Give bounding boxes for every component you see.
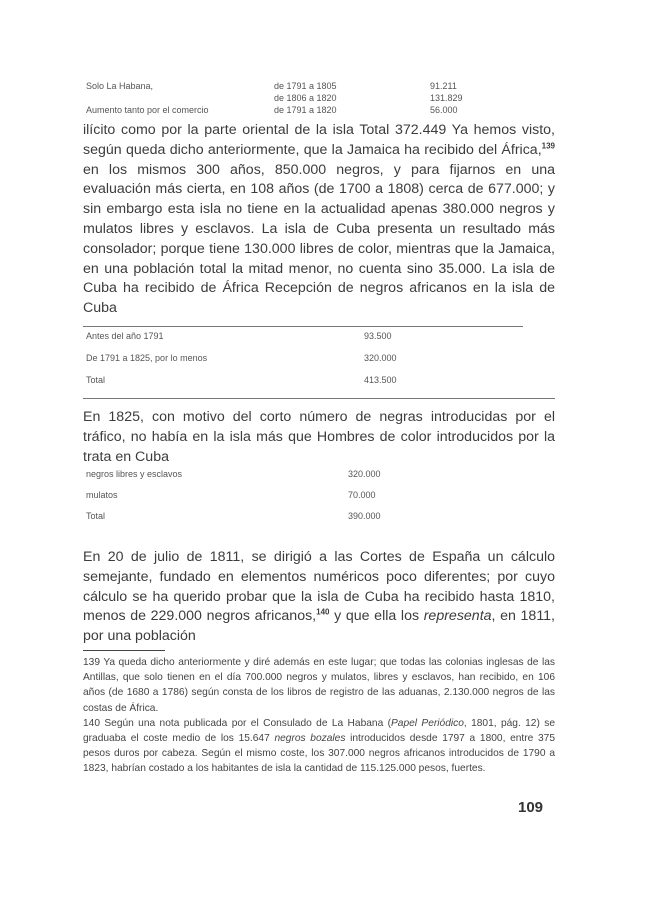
footnote-139: 139 Ya queda dicho anteriormente y diré además en este lugar; que todas las colonias inglesas de las Antillas, que solo tienen en el día 700.000 negros y mulatos, libres y esclavos, han recibido, en 106 años (de 1680 a 1786) según consta de los libros de registro de las aduanas, 2.130.000 negros de las costas de África. [83,657,555,714]
people-of-color-table [86,470,516,533]
table-row [86,376,516,398]
emphasis-text: Papel Periódico [391,717,464,729]
emphasis-text: representa [423,608,492,625]
table-top-rule [83,326,523,327]
footnote-text: 140 Según una nota publicada por el Consulado de La Habana ( [83,717,391,729]
cuba-reception-table [86,332,516,398]
row-value: 70.000 [348,490,376,500]
table-bottom-rule [83,398,555,399]
row-value: 93.500 [364,331,392,341]
paragraph-text: En 1825, con motivo del corto número de negras introducidas por el tráfico, no había en la isla más que Hombres de color introducidos por la trata en Cuba [83,409,555,465]
footnote-ref-140[interactable]: 140 [316,607,330,617]
paragraph-text: ilícito como por la parte oriental de la isla Total 372.449 Ya hemos visto, según queda dicho anteriormente, que la Jamaica ha recibido del África, [83,122,555,158]
row-label: De 1791 a 1825, por lo menos [86,353,208,363]
footnote-ref-139[interactable]: 139 [541,141,555,151]
row-value: 413.500 [364,375,397,385]
row-value: 320.000 [364,353,397,363]
havana-import-table [86,82,486,118]
paragraph-text: y que ella los [329,608,424,625]
table-row [86,354,516,376]
row-label: Antes del año 1791 [86,331,164,341]
row-label: Total [86,375,106,385]
paragraph-text: en los mismos 300 años, 850.000 negros, y para fijarnos en una evaluación más cierta, en 108 años (de 1700 a 1808) cerca de 677.000; y sin embargo esta isla no tiene en la actualidad apenas 380.000 negros y mulatos libres y esclavos. La isla de Cuba presenta un resultado más consolador; porque tiene 130.000 libres de color, mientras que la Jamaica, en una población total la mitad menor, no cuenta sino 35.000. La isla de Cuba ha recibido de África Recepción de negros africanos en la isla de Cuba [83,161,555,317]
row-period: de 1791 a 1820 [274,105,337,115]
row-value: 56.000 [430,105,458,115]
row-label: Aumento tanto por el comercio [86,105,209,115]
footnote-text: introducidos desde 1797 a 1800, entre 375 pesos duros por cabeza. Según el mismo coste, los 307.000 negros africanos introducidos de 1790 a 1823, habrían costado a los habitantes de isla la cantidad de 115.125.000 pesos, fuertes. [83,733,556,775]
footnote-140 [83,716,555,777]
row-label: Total [86,511,106,521]
footnote-separator [83,650,165,651]
row-value: 390.000 [348,511,381,521]
table-row [86,470,516,491]
table-row [86,332,516,354]
row-value: 131.829 [430,93,463,103]
paragraph-1811-cortes [83,548,555,647]
paragraph-text: En 20 de julio de 1811, se dirigió a las Cortes de España un cálculo semejante, fundado en elementos numéricos poco diferentes; por cuyo cálculo se ha querido probar que la isla de Cuba ha recibido hasta 1810, menos de 229.000 negros africanos, [83,549,555,625]
footnote-text: , 1801, pág. 12) se graduaba el coste medio de los 15.647 [83,717,555,745]
paragraph-jamaica-cuba [83,121,555,319]
footnotes [83,655,555,777]
table-row [86,106,486,118]
paragraph-text: , en 1811, por una población [83,608,555,645]
page-number: 109 [518,799,544,816]
paragraph-1825 [83,408,555,467]
row-period: de 1791 a 1805 [274,81,337,91]
row-label: mulatos [86,490,118,500]
table-row [86,491,516,512]
table-row [86,512,516,533]
row-value: 320.000 [348,469,381,479]
row-label: negros libres y esclavos [86,469,183,479]
emphasis-text: negros bozales [274,733,346,745]
row-period: de 1806 a 1820 [274,93,337,103]
row-label: Solo La Habana, [86,81,154,91]
row-value: 91.211 [430,81,457,91]
